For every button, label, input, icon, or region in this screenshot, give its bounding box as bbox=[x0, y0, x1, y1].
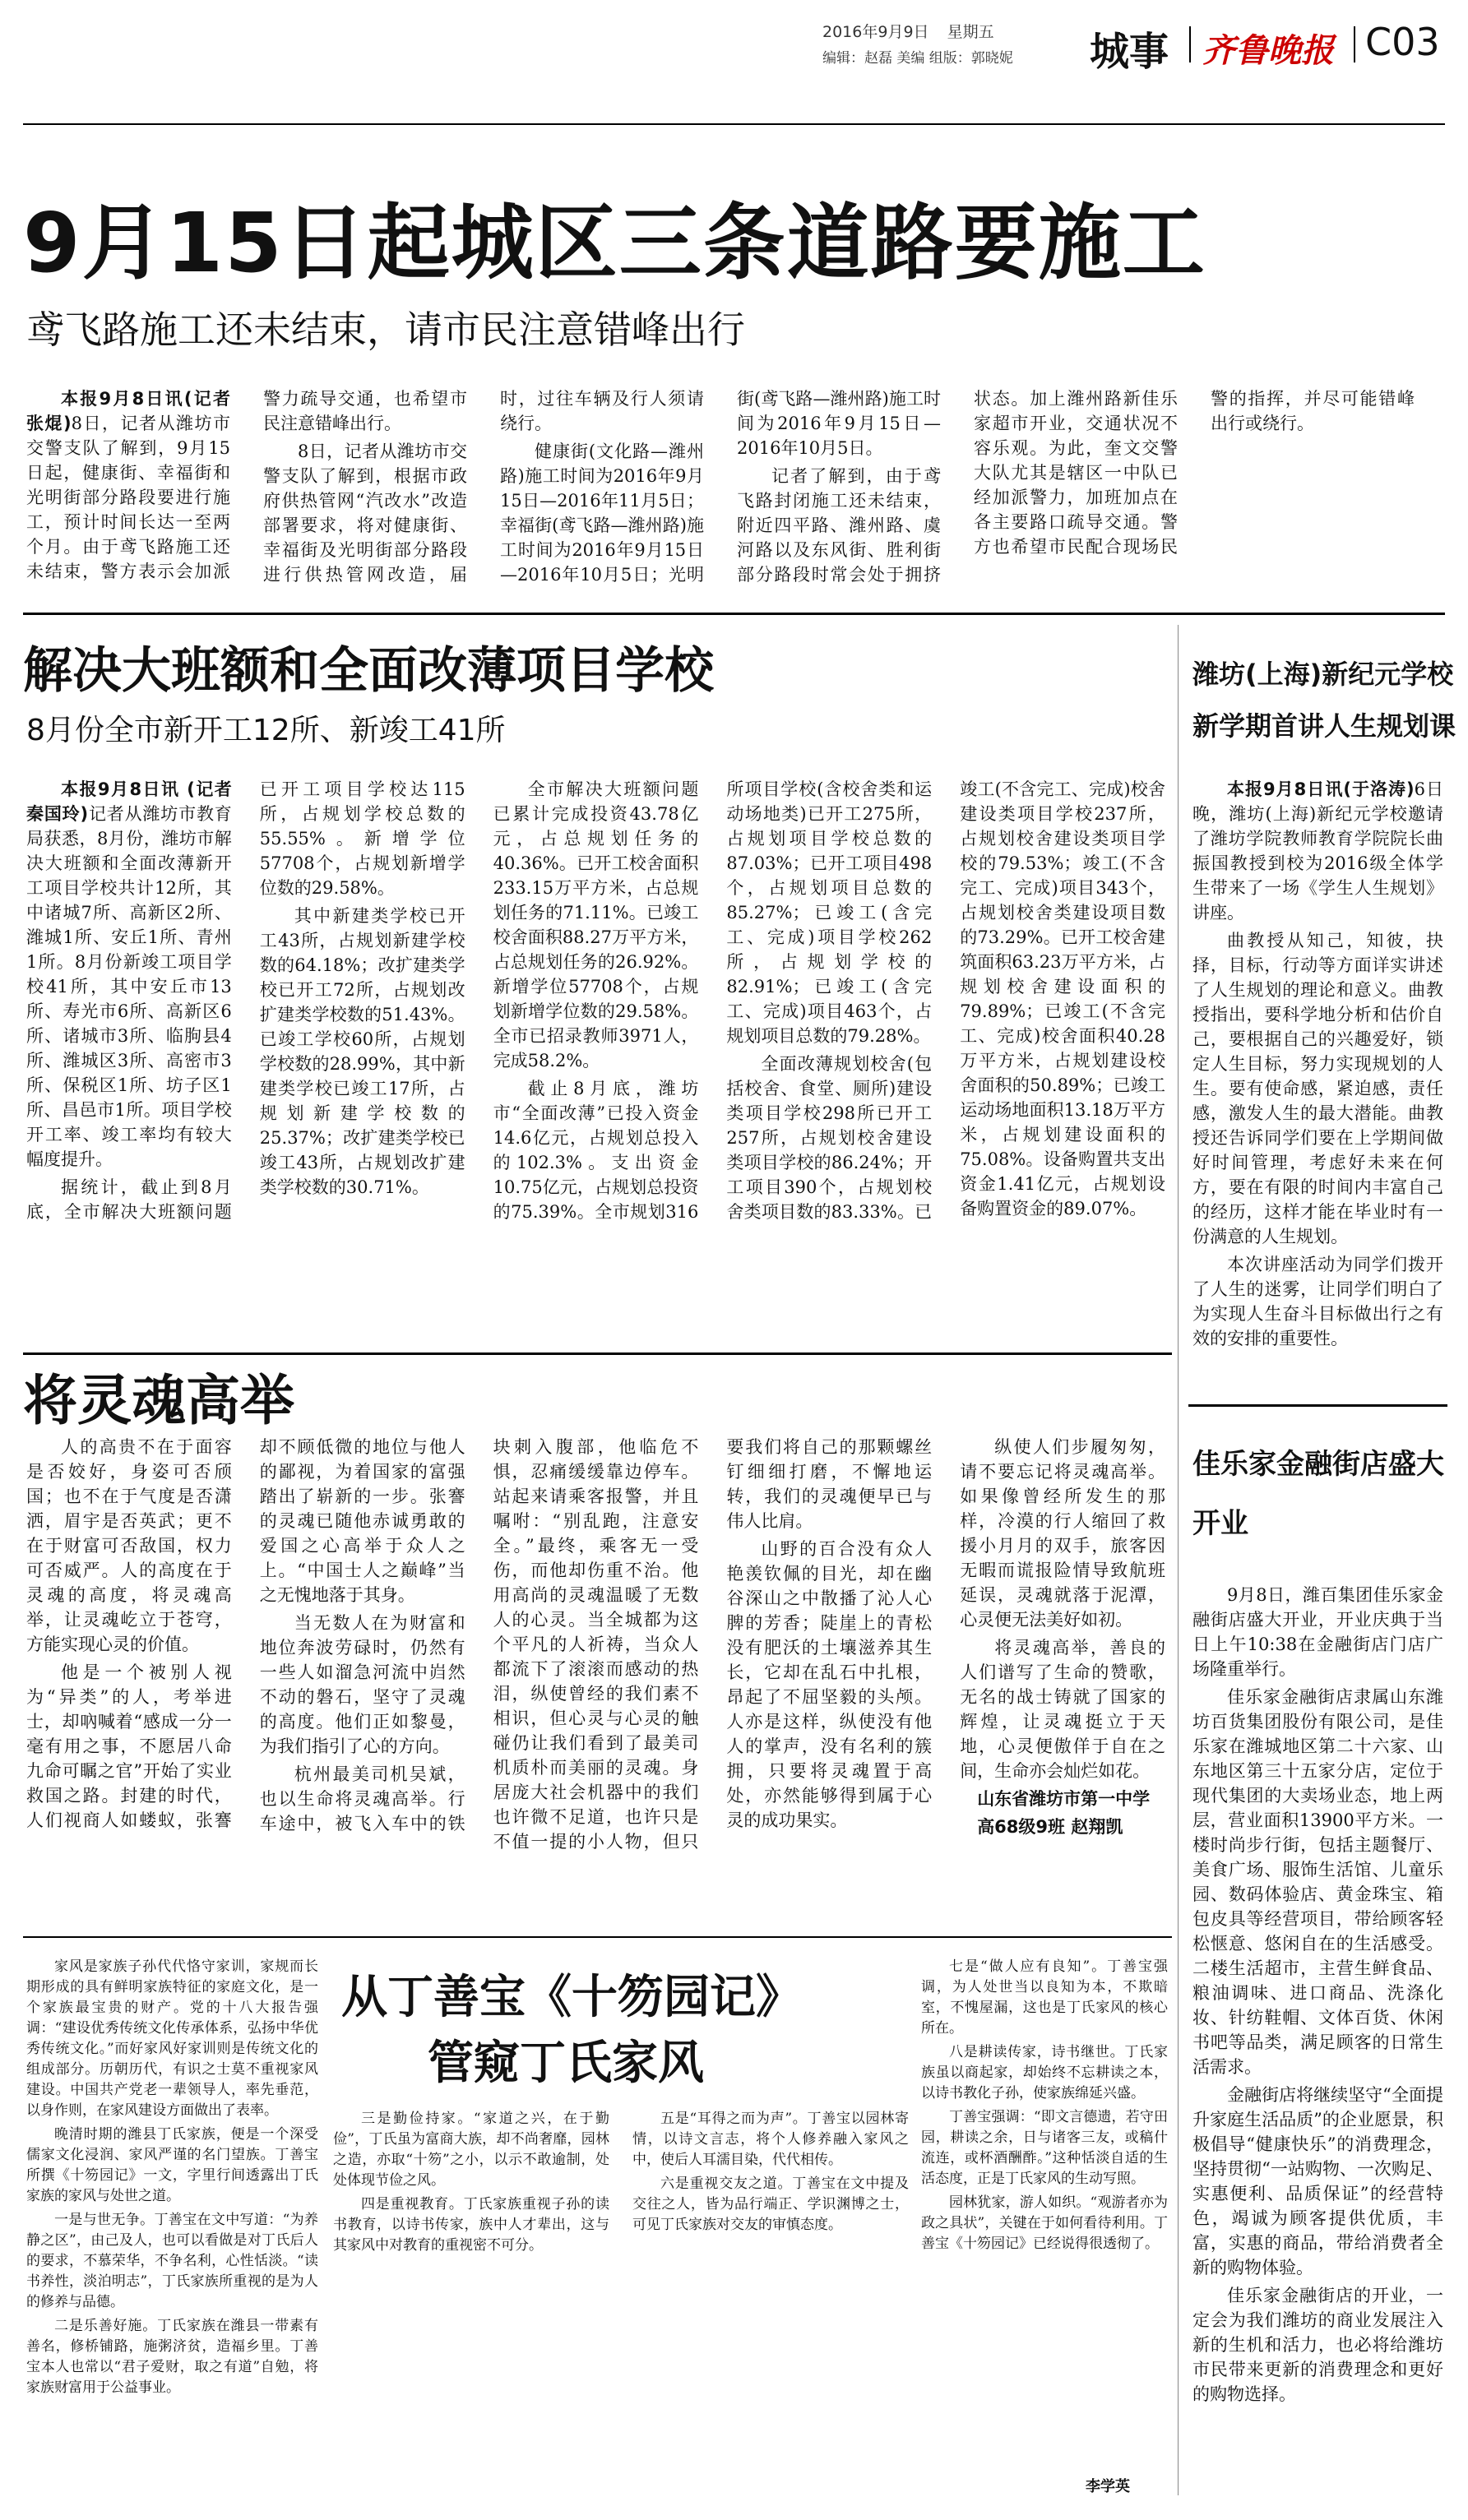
masthead bbox=[0, 0, 1468, 90]
masthead-divider-2 bbox=[1354, 26, 1355, 62]
article3-para: 本次讲座活动为同学们拨开了人生的迷雾，让同学们明白了为实现人生奋斗目标做出行之有效的安排的重要性。 bbox=[1192, 1255, 1443, 1348]
article6-para: 园林犹家，游人如织。“观游者亦为政之具状”，关键在于如何看待利用。丁善宝《十笏园记》已经说得很透彻了。 bbox=[921, 2194, 1168, 2252]
article1-para: 8日，记者从潍坊市交警支队了解到，根据市政府供热管网“汽改水”改造部署要求，将对健康街、幸福街及光明街部分路段进行供热管网改造，届时，过往车辆及行人须请绕行。 bbox=[263, 389, 704, 585]
column-divider bbox=[1178, 625, 1179, 2495]
article1-stamp: 本报9月8日讯(记者 张焜) bbox=[26, 389, 230, 433]
article6-para: 五是“耳得之而为声”。丁善宝以园林寄情，以诗文言志，将个人修养融入家风之中，使后人耳濡目染，代代相传。 bbox=[632, 2111, 909, 2168]
article4-para: 他是一个被别人视为“异类”的人，考举进士，却吶喊着“感成一分一毫有用之事，不愿居八命九命可瞩之官”开始了实业救国之路。封建的时代，人们视商人如蝼蚁，张謇却不顾低微的地位与他人的鄙视，为着国家的富强踏出了崭新的一步。张謇的灵魂已随他赤诚勇敢的爱国之心高举于众人之上。“中国士人之巅峰”当之无愧地落于其身。 bbox=[26, 1437, 465, 1830]
article4-para: 杭州最美司机吴斌，也以生命将灵魂高举。行车途中，被飞入车中的铁块刺入腹部，他临危不惧，忍痛缓缓靠边停车。站起来请乘客报警，并且嘱咐：“别乱跑，注意安全。”最终，乘客无一受伤，而他却伤重不治。他用高尚的灵魂温暖了无数人的心灵。当全城都为这个平凡的人祈祷，当众人都流下了滚滚而感动的热泪，纵使曾经的我们素不相识，但心灵与心灵的触碰仍让我们看到了最美司机质朴而美丽的灵魂。身居庞大社会机器中的我们也许微不足道，也许只是不值一提的小人物，但只要我们将自己的那颗螺丝钉细细打磨，不懈地运转，我们的灵魂便早已与伟人比肩。 bbox=[259, 1437, 933, 1852]
section-rule bbox=[23, 1936, 1172, 1938]
article6-para: 家风是家族子孙代代恪守家训，家规而长期形成的具有鲜明家族特征的家庭文化，是一个家族最宝贵的财产。党的十八大报告强调：“建设优秀传统文化传承体系，弘扬中华优秀传统文化。”而好家风好家训则是传统文化的组成部分。历朝历代，有识之士莫不重视家风建设。中国共产党老一辈领导人，率先垂范，以身作则，在家风建设方面做出了表率。 bbox=[26, 1958, 318, 2119]
article6-para: 四是重视教育。丁氏家族重视子孙的读书教育，以诗书传家，族中人才辈出，这与其家风中对教育的重视密不可分。 bbox=[333, 2196, 609, 2254]
article6-headline-line2: 管窥丁氏家风 bbox=[428, 2037, 704, 2090]
article1-para: 健康街(文化路—潍州路)施工时间为2016年9月15日—2016年11月5日；幸福街(鸢飞路—潍州路)施工时间为2016年9月15日—2016年10月5日；光明街(鸢飞路—潍州路)施工时间为2016年9月15日—2016年10月5日。 bbox=[500, 389, 941, 585]
article4-body bbox=[26, 1435, 1165, 1870]
article2-para: 截止8月底，潍坊市“全面改薄”已投入资金14.6亿元，占规划总投入的102.3%。支出资金10.75亿元，占规划总投资的75.39%。全市规划316所项目学校(含校舍类和运动场地类)已开工275所，占规划项目学校总数的87.03%；已开工项目498个，占规划项目总数的85.27%；已竣工(含完工、完成)项目学校262所，占规划学校的82.91%；已竣工(含完工、完成)项目463个，占规划项目总数的79.28%。 bbox=[493, 779, 933, 1222]
article6-body-left bbox=[26, 1957, 318, 2491]
article4-school: 山东省潍坊市第一中学 bbox=[977, 1789, 1151, 1809]
article3-stamp: 本报9月8日讯(于洛涛) bbox=[1227, 779, 1415, 799]
article6-para: 晚清时期的潍县丁氏家族，便是一个深受儒家文化浸润、家风严谨的名门望族。丁善宝所撰《十笏园记》一文，字里行间透露出丁氏家族的家风与处世之道。 bbox=[26, 2126, 318, 2204]
article6-para: 一是与世无争。丁善宝在文中写道：“为养静之区”，由己及人，也可以看做是对丁氏后人的要求，不慕荣华，不争名利，心性恬淡。“读书养性，淡泊明志”，丁氏家族所重视的是为人的修养与品德。 bbox=[26, 2212, 318, 2310]
editor-credits: 编辑：赵磊 美编 组版：郭晓妮 bbox=[822, 50, 1013, 67]
issue-date bbox=[822, 20, 994, 42]
article4-para: 将灵魂高举，善良的人们谱写了生命的赞歌，无名的战士铸就了国家的辉煌，让灵魂挺立于天地，心灵便傲佯于自在之间，生命亦会灿烂如花。 bbox=[960, 1638, 1165, 1781]
article2-stamp: 本报9月8日讯 (记者 秦国玲) bbox=[26, 779, 232, 824]
article4-para: 纵使人们步履匆匆，请不要忘记将灵魂高举。如果像曾经所发生的那样，冷漠的行人缩回了救援小月月的双手，旅客因无暇而谎报险情导致航班延误，灵魂就落于泥潭，心灵便无法美好如初。 bbox=[960, 1437, 1165, 1630]
article6-para: 三是勤俭持家。“家道之兴，在于勤俭”，丁氏虽为富商大族，却不尚奢靡，园林之造，亦取“十笏”之小，以示不敢逾制，处处体现节俭之风。 bbox=[333, 2111, 609, 2189]
article2-headline: 解决大班额和全面改薄项目学校 bbox=[23, 642, 714, 700]
article1-para: 8日，记者从潍坊市交警支队了解到，9月15日起，健康街、幸福街和光明街部分路段要进行施工，预计时间长达一至两个月。由于鸢飞路施工还未结束，警方表示会加派警力疏导交通，也希望市民注意错峰出行。 bbox=[26, 389, 467, 581]
article2-para: 据统计，截止到8月底，全市解决大班额问题已开工项目学校达115所，占规划学校总数的55.55%。新增学位57708个，占规划新增学位数的29.58%。 bbox=[26, 779, 465, 1222]
article5-headline: 佳乐家金融街店盛大开业 bbox=[1192, 1448, 1444, 1540]
article5-para: 佳乐家金融街店隶属山东潍坊百货集团股份有限公司，是佳乐家在潍城地区第二十六家、山东地区第三十五家分店，定位于现代集团的大卖场业态，地上两层，营业面积13900平方米。一楼时尚步行街，包括主题餐厅、美食广场、服饰生活馆、儿童乐园、数码体验店、黄金珠宝、箱包皮具等经营项目，带给顾客轻松惬意、悠闲自在的生活感受。二楼生活超市，主营生鲜食品、粮油调味、进口商品、洗涤化妆、针纺鞋帽、文体百货、休闲书吧等品类，满足顾客的日常生活需求。 bbox=[1192, 1687, 1443, 2077]
article4-para: 山野的百合没有众人艳羡钦佩的目光，却在幽谷深山之中散播了沁人心脾的芳香；陡崖上的青松没有肥沃的土壤滋养其生长，它却在乱石中扎根，昂起了不屈坚毅的头颅。人亦是这样，纵使没有他人的掌声，没有名利的簇拥，只要将灵魂置于高处，亦然能够得到属于心灵的成功果实。 bbox=[726, 1539, 933, 1830]
page-number: C03 bbox=[1365, 20, 1440, 64]
article6-author: 李学英 bbox=[1086, 2478, 1130, 2495]
article2-para: 全市解决大班额问题已累计完成投资43.78亿元，占总规划任务的40.36%。已开工校舍面积233.15万平方米，占总规划任务的71.11%。已竣工校舍面积88.27万平方米，占总规划任务的26.92%。新增学位57708个，占规划新增学位数的29.58%。全市已招录教师3971人，完成58.2%。 bbox=[493, 779, 699, 1070]
article2-para: 全面改薄规划校舍(包括校舍、食堂、厕所)建设类项目学校298所已开工257所，占规划校舍建设类项目学校的86.24%；开工项目390个，占规划校舍类项目数的83.33%。已竣工(不含完工、完成)校舍建设类项目学校237所，占规划校舍建设类项目学校的79.53%；竣工(不含完工、完成)项目343个，占规划校舍类建设项目数的73.29%。已开工校舍建筑面积63.23万平方米，占规划校舍建设面积的79.89%；已竣工(不含完工、完成)校舍面积40.28万平方米，占规划建设校舍面积的50.89%；已竣工运动场地面积13.18万平方米，占规划建设面积的75.08%。设备购置共支出资金1.41亿元，占规划设备购置资金的89.07%。 bbox=[726, 779, 1165, 1222]
article6-para: 六是重视交友之道。丁善宝在文中提及交往之人，皆为品行端正、学识渊博之士，可见丁氏家族对交友的审慎态度。 bbox=[632, 2176, 909, 2233]
article1-para: 记者了解到，由于鸢飞路封闭施工还未结束，附近四平路、潍州路、虞河路以及东风街、胜利街部分路段时常会处于拥挤状态。加上潍州路新佳乐家超市开业，交通状况不容乐观。为此，奎文交警大队尤其是辖区一中队已经加派警力，加班加点在各主要路口疏导交通。警方也希望市民配合现场民警的指挥，并尽可能错峰出行或绕行。 bbox=[737, 389, 1415, 585]
article1-subhead: 鸢飞路施工还未结束，请市民注意错峰出行 bbox=[26, 307, 745, 352]
article6-para: 八是耕读传家，诗书继世。丁氏家族虽以商起家，却始终不忘耕读之本，以诗书教化子孙，使家族绵延兴盛。 bbox=[921, 2044, 1168, 2102]
article1-body bbox=[26, 386, 1415, 588]
article6-body-middle bbox=[333, 2109, 909, 2491]
weekday-text: 星期五 bbox=[947, 23, 994, 41]
article6-para: 七是“做人应有良知”。丁善宝强调，为人处世当以良知为本，不欺暗室，不愧屋漏，这也是丁氏家风的核心所在。 bbox=[921, 1958, 1168, 2037]
article3-para: 6日晚，潍坊(上海)新纪元学校邀请了潍坊学院教师教育学院院长曲振国教授到校为2016级全体学生带来了一场《学生人生规划》讲座。 bbox=[1192, 779, 1443, 922]
article2-para: 记者从潍坊市教育局获悉，8月份，潍坊市解决大班额和全面改薄新开工项目学校共计12所，其中诸城7所、高新区2所、潍城1所、安丘1所、青州1所。8月份新竣工项目学校41所，其中安丘市13所、寿光市6所、高新区6所、诸城市3所、临朐县4所、潍城区3所、高密市3所、保税区1所、坊子区1所、昌邑市1所。项目学校开工率、竣工率均有较大幅度提升。 bbox=[26, 804, 232, 1169]
section-rule bbox=[23, 613, 1445, 615]
article3-para: 曲教授从知己，知彼，抉择，目标，行动等方面详实讲述了人生规划的理论和意义。曲教授指出，要科学地分析和估价自己，要根据自己的兴趣爱好，锁定人生目标，努力实现规划的人生。要有使命感，紧迫感，责任感，激发人生的最大潜能。曲教授还告诉同学们要在上学期间做好时间管理，考虑好未来在何方，要在有限的时间内丰富自己的经历，这样才能在毕业时有一份满意的人生规划。 bbox=[1192, 931, 1443, 1246]
section-rule bbox=[23, 1352, 1172, 1355]
article2-subhead: 8月份全市新开工12所、新竣工41所 bbox=[26, 714, 506, 747]
article4-para: 当无数人在为财富和地位奔波劳碌时，仍然有一些人如溜急河流中岿然不动的磐石，坚守了灵魂的高度。他们正如黎曼，为我们指引了心的方向。 bbox=[259, 1613, 465, 1756]
masthead-divider bbox=[1189, 26, 1191, 62]
article3-headline-line1: 潍坊(上海)新纪元学校 bbox=[1192, 659, 1454, 690]
article6-headline-line1: 从丁善宝《十笏园记》 bbox=[341, 1971, 802, 2024]
article4-author: 高68级9班 赵翔凯 bbox=[977, 1817, 1123, 1837]
date-text: 2016年9月9日 bbox=[822, 23, 929, 41]
article2-body bbox=[26, 777, 1165, 1348]
article5-para: 金融街店将继续坚守“全面提升家庭生活品质”的企业愿景，积极倡导“健康快乐”的消费理念，坚持贯彻“一站购物、一次购足、实惠便利、品质保证”的经营特色，竭诚为顾客提供优质，丰富，实惠的商品，带给消费者全新的购物体验。 bbox=[1192, 2085, 1443, 2277]
article6-body-right bbox=[921, 1957, 1168, 2475]
article6-para: 丁善宝强调：“即文言德遗，若守田园，耕读之余，日与诸客三友，或稿什流连，或杯酒酬酢。”这种恬淡自适的生活态度，正是丁氏家风的生动写照。 bbox=[921, 2109, 1168, 2187]
paper-logo: 齐鲁晚报 bbox=[1202, 31, 1334, 70]
article1-headline: 9月15日起城区三条道路要施工 bbox=[23, 195, 1206, 291]
article4-para: 人的高贵不在于面容是否姣好，身姿可否颀国；也不在于气度是否潇洒，眉宇是否英武；更不在于财富可否敌国，权力可否威严。人的高度在于灵魂的高度，将灵魂高举，让灵魂屹立于苍穹，方能实现心灵的价值。 bbox=[26, 1437, 232, 1654]
article6-para: 二是乐善好施。丁氏家族在潍县一带素有善名，修桥铺路，施粥济贫，造福乡里。丁善宝本人也常以“君子爱财，取之有道”自勉，将家族财富用于公益事业。 bbox=[26, 2318, 318, 2396]
article3-body bbox=[1192, 777, 1443, 1389]
article5-body bbox=[1192, 1583, 1443, 2495]
article2-para: 其中新建类学校已开工43所，占规划新建学校数的64.18%；改扩建类学校已开工72所，占规划改扩建类学校数的51.43%。已竣工学校60所，占规划学校数的28.99%，其中新建类学校已竣工17所，占规划新建学校数的25.37%；改扩建类学校已竣工43所，占规划改扩建类学校数的30.71%。 bbox=[259, 906, 465, 1197]
masthead-rule bbox=[23, 123, 1445, 125]
article5-para: 佳乐家金融街店的开业，一定会为我们潍坊的商业发展注入新的生机和活力，也必将给潍坊市民带来更新的消费理念和更好的购物选择。 bbox=[1192, 2286, 1443, 2404]
article5-para: 9月8日，潍百集团佳乐家金融街店盛大开业，开业庆典于当日上午10:38在金融街店门店广场隆重举行。 bbox=[1192, 1585, 1443, 1679]
section-title: 城事 bbox=[1090, 29, 1169, 75]
sidebar-rule bbox=[1188, 1404, 1447, 1407]
article4-headline: 将灵魂高举 bbox=[23, 1369, 294, 1432]
article3-headline-line2: 新学期首讲人生规划课 bbox=[1192, 710, 1456, 742]
